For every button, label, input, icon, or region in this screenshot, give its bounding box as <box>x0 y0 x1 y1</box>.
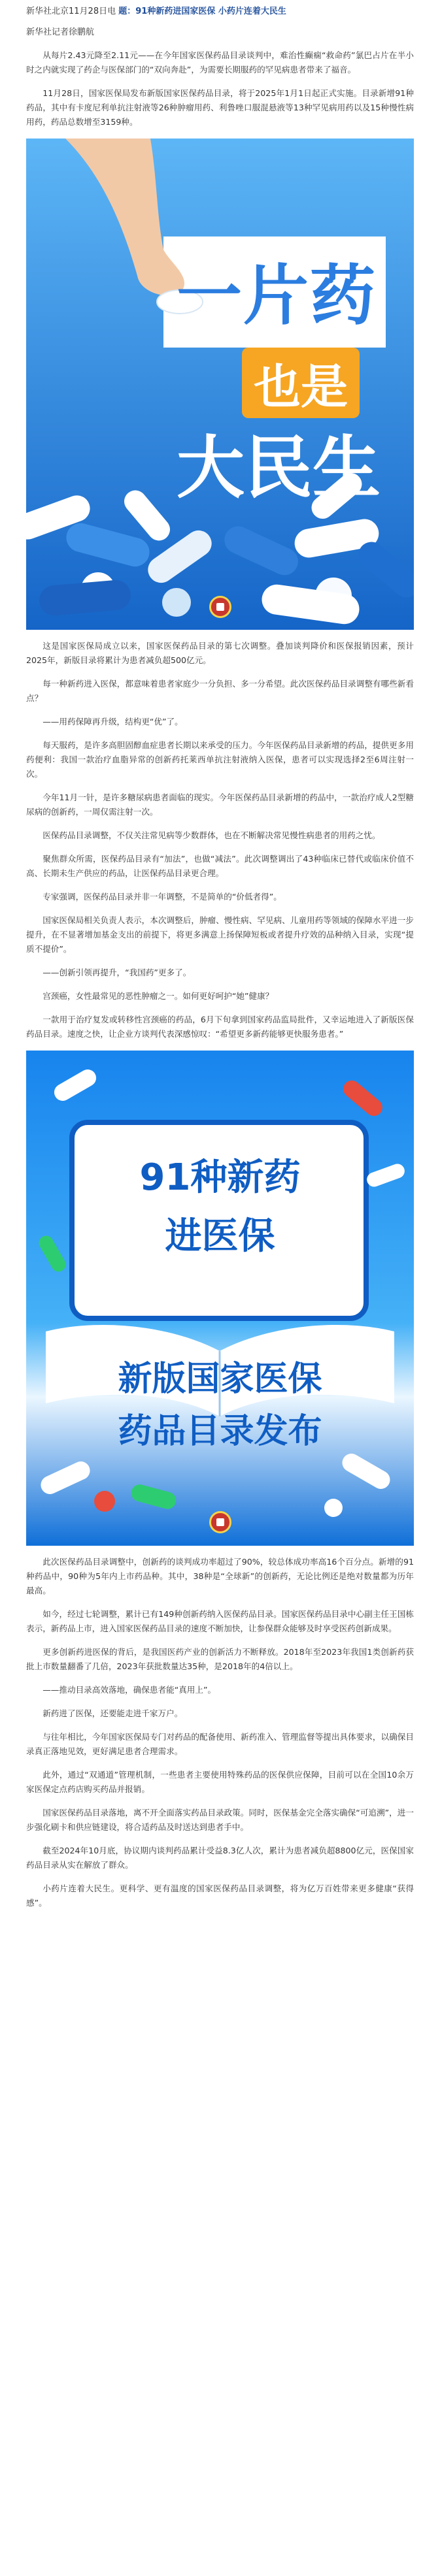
xinhua-logo-icon <box>209 596 231 618</box>
poster-two-line1: 91种新药 <box>139 1156 301 1199</box>
poster-one-line2: 也是 <box>242 348 360 418</box>
article-dateline <box>26 0 414 18</box>
paragraph: 此外，通过“双通道”管理机制，一些患者主要使用特殊药品的医保供应保障，目前可以在全国10余万家医保定点药店购买药品并报销。 <box>26 1770 414 1794</box>
poster-two-background <box>26 1051 414 1546</box>
paragraph: 国家医保药品目录落地，离不开全面落实药品目录政策。同时，医保基金完全落实确保“可追溯”，进一步强化刷卡和供应链建设，将合适药品及时送达到患者手中。 <box>26 1808 414 1832</box>
paragraph: 专家强调，医保药品目录并非一年调整，不是简单的“价低者得”。 <box>42 892 282 902</box>
paragraph: 截至2024年10月底，协议期内谈判药品累计受益8.3亿人次，累计为患者减负超8800亿元，医保国家药品目录从实在解放了群众。 <box>26 1846 414 1870</box>
paragraph: 如今，经过七轮调整，累计已有149种创新药纳入医保药品目录。国家医保药品目录中心副主任王国栋表示，新药品上市，进入国家医保药品目录的速度不断加快，让参保群众能够及时享受医药创新成果。 <box>26 1609 414 1633</box>
paragraph: 每一种新药进入医保，都意味着患者家庭少一分负担、多一分希望。此次医保药品目录调整有哪些新看点？ <box>26 679 414 703</box>
poster-new-drugs <box>26 1051 414 1546</box>
article-headline: 题：91种新药进国家医保 小药片连着大民生 <box>118 7 286 16</box>
paragraph: 国家医保局相关负责人表示，本次调整后，肿瘤、慢性病、罕见病、儿童用药等领域的保障水平进一步提升，在不显著增加基金支出的前提下，将更多满意上扬保障短板或者提升疗效的品种纳入目录，实现“提质不提价”。 <box>26 915 414 954</box>
paragraph: 小药片连着大民生。更科学、更有温度的国家医保药品目录调整，将为亿万百姓带来更多健康“获得感”。 <box>26 1883 414 1908</box>
dateline-text: 新华社北京11月28日电 <box>26 7 116 16</box>
paragraph: 更多创新药进医保的背后，是我国医药产业的创新活力不断释放。2018年至2023年我国1类创新药获批上市数量翻番了几倍，2023年获批数量达35种，是2018年的4倍以上。 <box>26 1647 414 1671</box>
paragraph: ——创新引领再提升，“我国药”更多了。 <box>42 968 192 977</box>
poster-two-line2: 进医保 <box>165 1215 275 1258</box>
poster-one-pill <box>26 139 414 630</box>
paragraph: 从每片2.43元降至2.11元——在今年国家医保药品目录谈判中，难治性癫痫“救命药”氯巴占片在半小时之内就实现了药企与医保部门的“双向奔赴”，为需要长期服药的罕见病患者带来了福音。 <box>26 50 414 74</box>
article-byline: 新华社记者徐鹏航 <box>26 27 95 37</box>
paragraph: ——推动目录高效落地，确保患者能“真用上”。 <box>42 1685 216 1695</box>
paragraph: 一款用于治疗复发或转移性宫颈癌的药品，6月下旬拿到国家药品监局批件，又幸运地进入了新版医保药品目录。速度之快，让企业方谈判代表深感惊叹：“希望更多新药能够更快服务患者。” <box>26 1015 414 1039</box>
poster-two-line4: 药品目录发布 <box>118 1412 322 1451</box>
paragraph: 宫颈癌，女性最常见的恶性肿瘤之一。如何更好呵护“她”健康？ <box>42 991 274 1001</box>
poster-one-line3: 大民生 <box>177 428 381 508</box>
paragraph: 医保药品目录调整，不仅关注常见病等少数群体，也在不断解决常见慢性病患者的用药之忧。 <box>42 830 381 840</box>
paragraph: 新药进了医保，还要能走进千家万户。 <box>42 1708 183 1718</box>
xinhua-logo-icon <box>209 1511 231 1533</box>
poster-one-line1: 一片药 <box>177 257 377 334</box>
paragraph: 此次医保药品目录调整中，创新药的谈判成功率超过了90%，较总体成功率高16个百分点。新增的91种药品中，90种为5年内上市药品种。其中，38种是“全球新”的创新药，无论比例还是绝对数量都为历年最高。 <box>26 1557 414 1595</box>
paragraph: 每天服药，是许多高胆固醇血症患者长期以来承受的压力。今年医保药品目录新增的药品，提供更多用药便利：我国一款治疗血脂异常的创新药托莱西单抗注射液纳入医保，患者可以实现选择2至6周注射一次。 <box>26 740 414 779</box>
paragraph: 与往年相比，今年国家医保局专门对药品的配备使用、新药准入、管理监督等提出具体要求，以确保目录真正落地见效，更好满足患者合理需求。 <box>26 1732 414 1756</box>
paragraph: 11月28日，国家医保局发布新版国家医保药品目录，将于2025年1月1日起正式实施。目录新增91种药品，其中有卡度尼利单抗注射液等26种肿瘤用药、利鲁唑口服混悬液等13种罕见病用药以及15种慢性病用药，药品总数增至3159种。 <box>26 88 414 127</box>
paragraph: 这是国家医保局成立以来，国家医保药品目录的第七次调整。叠加谈判降价和医保报销因素，预计2025年，新版目录将累计为患者减负超500亿元。 <box>26 641 414 665</box>
poster-two-line3: 新版国家医保 <box>118 1360 322 1399</box>
paragraph: ——用药保障再升级，结构更“优”了。 <box>42 717 183 726</box>
paragraph: 聚焦群众所需，医保药品目录有“加法”，也做“减法”。此次调整调出了43种临床已替代或临床价值不高、长期未生产供应的药品，让医保药品目录更合理。 <box>26 854 414 878</box>
paragraph: 今年11月一针，是许多糖尿病患者面临的现实。今年医保药品目录新增的药品中，一款治疗成人2型糖尿病的创新药，一周仅需注射一次。 <box>26 792 414 817</box>
